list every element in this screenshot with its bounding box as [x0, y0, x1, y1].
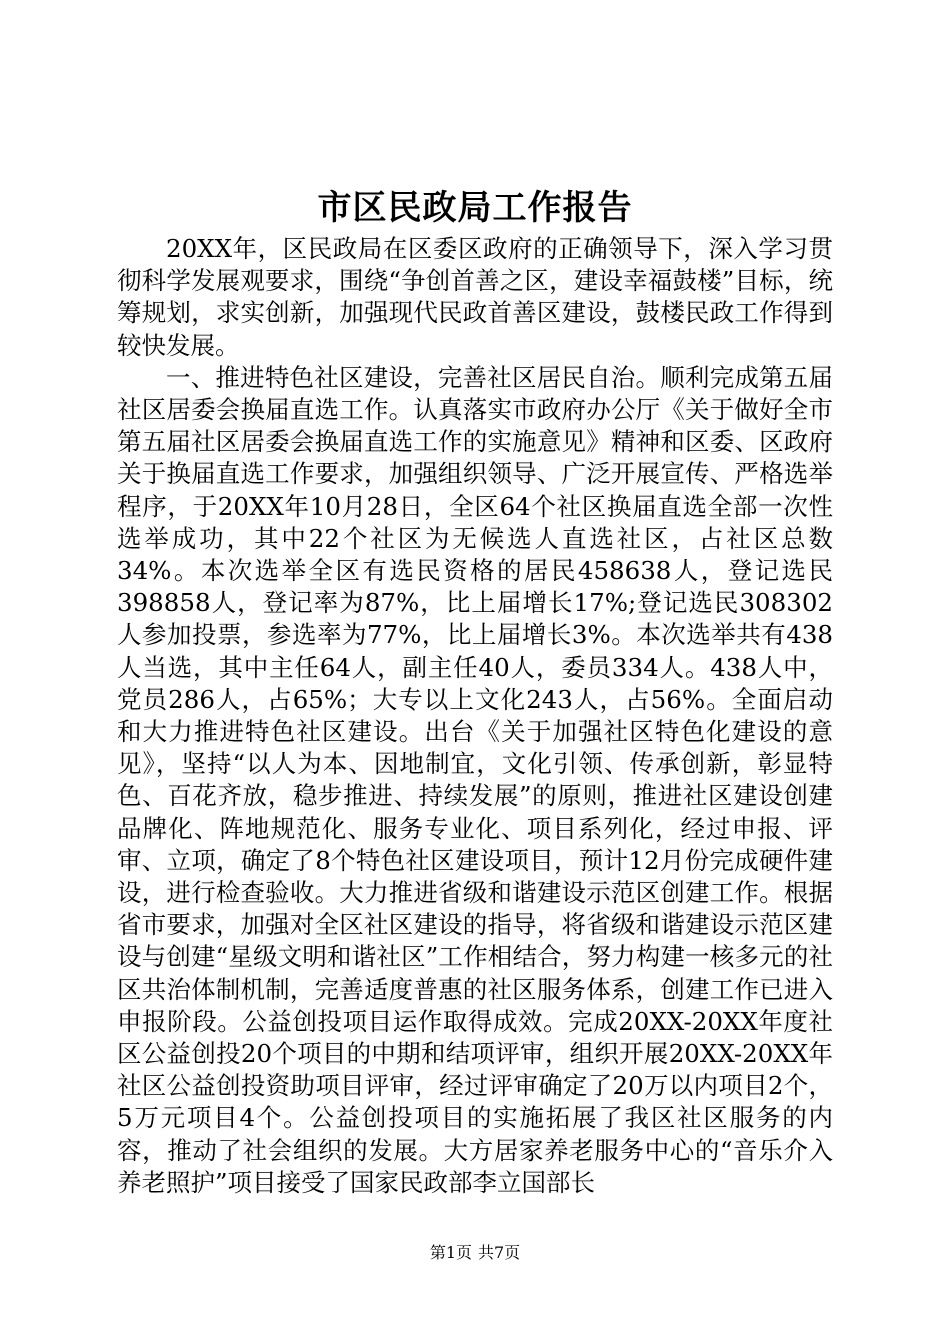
paragraph-intro: 20XX年，区民政局在区委区政府的正确领导下，深入学习贯彻科学发展观要求，围绕“争创首善之区，建设幸福鼓楼”目标，统筹规划，求实创新，加强现代民政首善区建设，鼓楼民政工作得到较快发展。 — [117, 234, 833, 360]
page-footer — [0, 1241, 950, 1265]
page-number: 第1页 — [429, 1243, 472, 1262]
document-body — [117, 233, 833, 1199]
paragraph-section-one: 一、推进特色社区建设，完善社区居民自治。顺利完成第五届社区居委会换届直选工作。认真落实市政府办公厅《关于做好全市第五届社区居委会换届直选工作的实施意见》精神和区委、区政府关于换届直选工作要求，加强组织领导、广泛开展宣传、严格选举程序，于20XX年10月28日，全区64个社区换届直选全部一次性选举成功，其中22个社区为无候选人直选社区，占社区总数34%。本次选举全区有选民资格的居民458638人，登记选民398858人，登记率为87%，比上届增长17%;登记选民308302人参加投票，参选率为77%，比上届增长3%。本次选举共有438人当选，其中主任64人，副主任40人，委员334人。438人中，党员286人，占65%；大专以上文化243人，占56%。全面启动和大力推进特色社区建设。出台《关于加强社区特色化建设的意见》，坚持“以人为本、因地制宜，文化引领、传承创新，彰显特色、百花齐放，稳步推进、持续发展”的原则，推进社区建设创建品牌化、阵地规范化、服务专业化、项目系列化，经过申报、评审、立项，确定了8个特色社区建设项目，预计12月份完成硬件建设，进行检查验收。大力推进省级和谐建设示范区创建工作。根据省市要求，加强对全区社区建设的指导，将省级和谐建设示范区建设与创建“星级文明和谐社区”工作相结合，努力构建一核多元的社区共治体制机制，完善适度普惠的社区服务体系，创建工作已进入申报阶段。公益创投项目运作取得成效。完成20XX-20XX年度社区公益创投20个项目的中期和结项评审，组织开展20XX-20XX年社区公益创投资助项目评审，经过评审确定了20万以内项目2个，5万元项目4个。公益创投项目的实施拓展了我区社区服务的内容，推动了社会组织的发展。大方居家养老服务中心的“音乐介入养老照护”项目接受了国家民政部李立国部长 — [117, 362, 833, 1197]
document-title: 市区民政局工作报告 — [317, 188, 633, 228]
page-total: 共7页 — [478, 1243, 521, 1262]
